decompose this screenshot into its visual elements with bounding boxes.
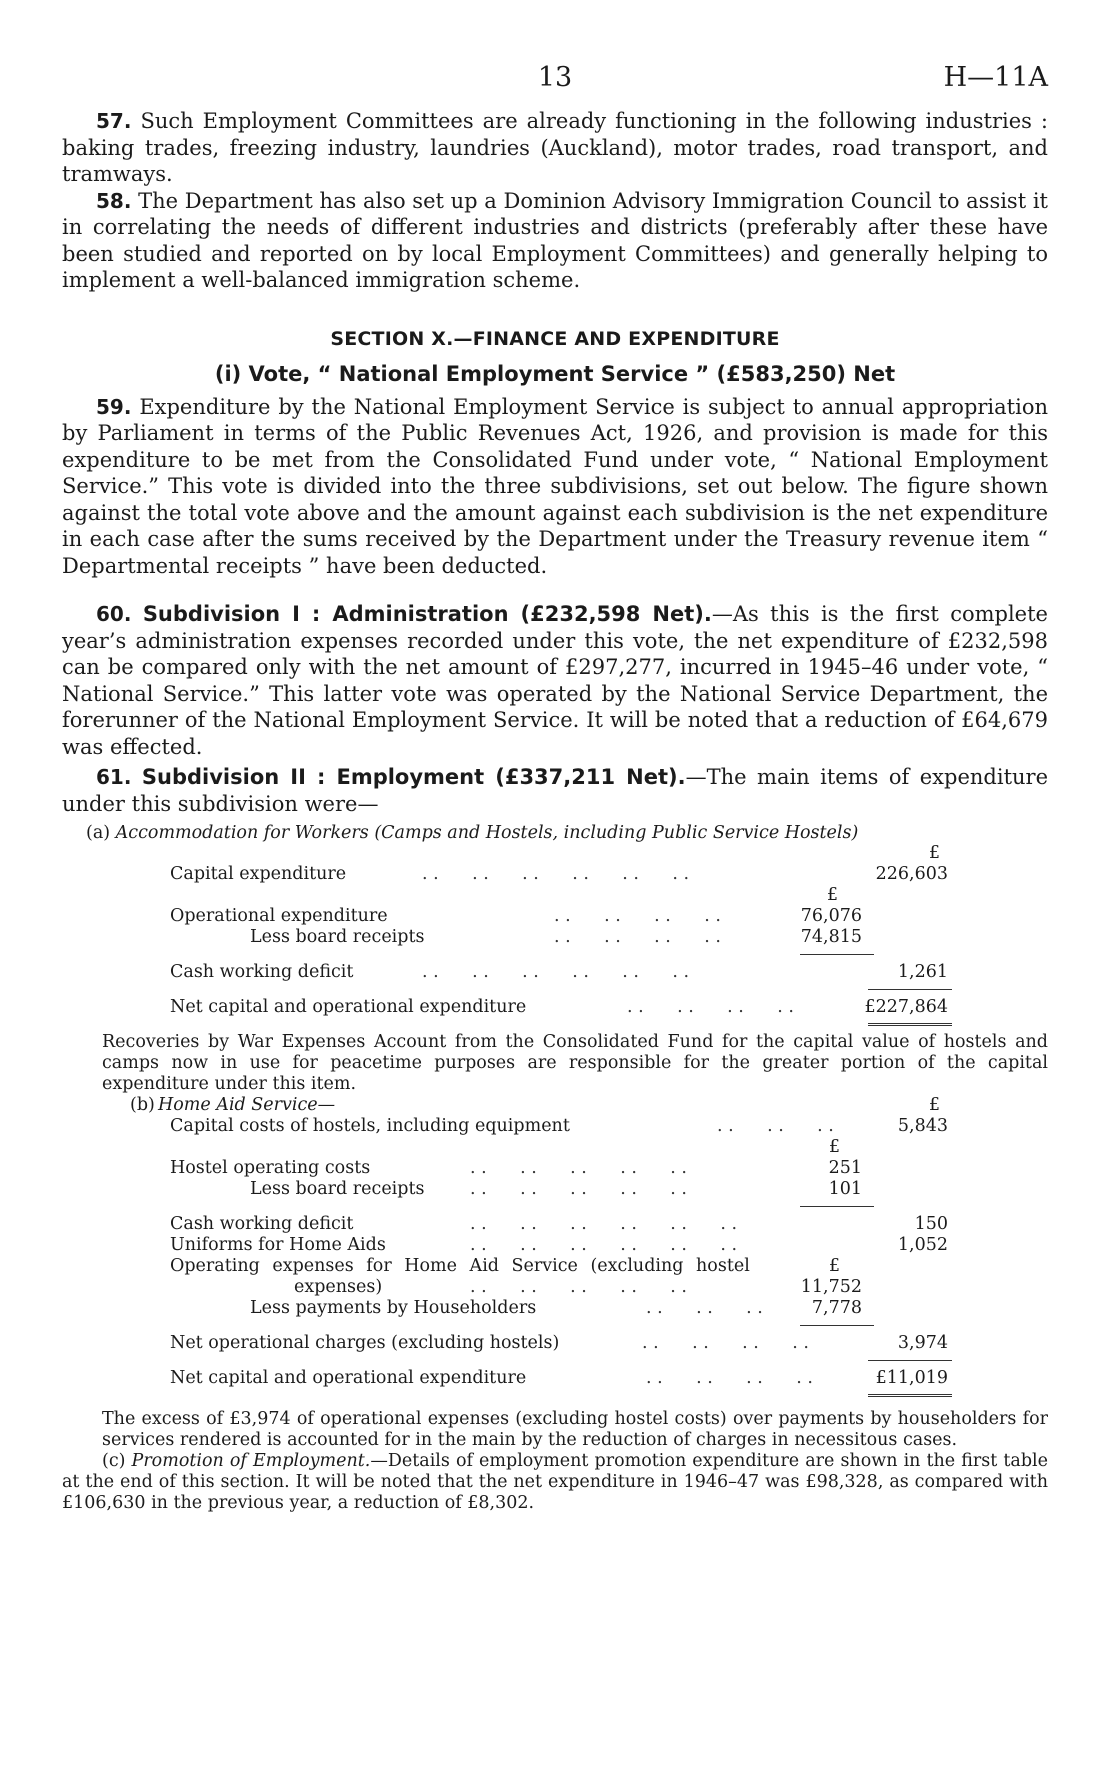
paragraph-text: Such Employment Committees are already functioning in the following industries : baking trades, freezing industry, laundries (Auckland), motor trades, road transport, and tramways.	[62, 109, 1048, 186]
row-label: Hostel operating costs	[170, 1158, 371, 1178]
row-label: Net capital and operational expenditure	[170, 1368, 527, 1388]
amount: 101	[828, 1179, 862, 1199]
amount: 251	[828, 1158, 862, 1178]
row-label: Operating expenses for Home Aid Service (excluding hostel	[170, 1256, 750, 1276]
row-label: Net operational charges (excluding hostels)	[170, 1333, 560, 1353]
total-amount: £227,864	[864, 997, 948, 1017]
row-label: Less payments by Householders	[250, 1298, 537, 1318]
paragraph-57	[62, 108, 1048, 188]
amount: 226,603	[875, 864, 948, 884]
paragraph-text: Expenditure by the National Employment Service is subject to annual appropriation by Parliament in terms of the Public Revenues Act, 1926, and provision is made for this expenditure to be met from the Consolidated Fund under vote, “ National Employment Service.” This vote is divided into the three subdivisions, set out below. The figure shown against the total vote above and the amount against each subdivision is the net expenditure in each case after the sums received by the Department under the Treasury revenue item “ Departmental receipts ” have been deducted.	[62, 394, 1048, 578]
subtotal-rule	[800, 1325, 874, 1326]
row-label: Cash working deficit	[170, 1214, 354, 1234]
row-label: Capital expenditure	[170, 864, 347, 884]
paragraph-text: —The main items of expenditure under this subdivision were—	[62, 765, 1048, 816]
table-row: Hostel operating costs . . . . . . . . . . 251	[170, 1158, 862, 1178]
paragraph-heading: Subdivision II : Employment (£337,211 Net).	[141, 765, 686, 789]
table-row: Capital costs of hostels, including equipment . . . . . . 5,843	[170, 1116, 948, 1136]
total-rule	[868, 1394, 952, 1397]
paragraph-number: 59.	[96, 394, 132, 419]
table-row: Cash working deficit . . . . . . . . . . . . 1,261	[170, 962, 948, 982]
row-label: Net capital and operational expenditure	[170, 997, 527, 1017]
document-reference: H—11A	[943, 62, 1048, 93]
table-row: Net operational charges (excluding hostels) . . . . . . . . 3,974	[170, 1333, 948, 1353]
paragraph-number: 58.	[96, 188, 132, 213]
paragraph-number: 60.	[96, 602, 132, 626]
page-header	[62, 62, 1048, 108]
currency-row	[62, 1137, 1048, 1158]
table-row: Net capital and operational expenditure . . . . . . . . £227,864	[170, 997, 948, 1017]
table-row	[62, 1256, 1048, 1277]
amount: 5,843	[897, 1116, 948, 1136]
table-row: Cash working deficit . . . . . . . . . . . . 150	[170, 1214, 948, 1234]
paragraph-text: —As this is the first complete year’s administration expenses recorded under this vote, the net expenditure of £232,598 can be compared only with the net amount of £297,277, incurred in 1945–46 under vote, “ National Service.” This latter vote was operated by the National Service Department, the forerunner of the National Employment Service. It will be noted that a reduction of £64,679 was effected.	[62, 602, 1048, 759]
item-c	[62, 1451, 1048, 1514]
paragraph-60	[62, 601, 1048, 760]
item-b-table	[62, 1095, 1048, 1403]
section-title: SECTION X.—FINANCE AND EXPENDITURE	[330, 327, 780, 350]
subtotal-rule	[868, 1360, 952, 1361]
item-a-table	[62, 843, 1048, 1032]
table-row: Less payments by Householders . . . . . . 7,778	[250, 1298, 862, 1318]
amount: 1,261	[897, 962, 948, 982]
item-label: (b)	[130, 1095, 155, 1115]
vote-title: (i) Vote, “ National Employment Service ” (£583,250) Net	[214, 361, 896, 386]
amount: 3,974	[897, 1333, 948, 1353]
row-label: Capital costs of hostels, including equipment	[170, 1116, 570, 1136]
amount: 76,076	[800, 906, 862, 926]
item-b-note: The excess of £3,974 of operational expenses (excluding hostel costs) over payments by householders for services rendered is accounted for in the main by the reduction of charges in necessitous cases.	[102, 1409, 1048, 1450]
item-title: Accommodation for Workers (Camps and Hostels, including Public Service Hostels)	[115, 823, 859, 843]
item-text: —Details of employment promotion expenditure are shown in the first table at the end of this section. It will be noted that the net expenditure in 1946–47 was £98,328, as compared with £106,630 in the previous year, a reduction of £8,302.	[62, 1451, 1048, 1513]
row-label: Less board receipts	[250, 1179, 425, 1199]
total-rule	[868, 1023, 952, 1026]
item-a-heading	[86, 823, 1048, 843]
item-label: (a)	[86, 823, 111, 843]
row-label: Operational expenditure	[170, 906, 388, 926]
paragraph-number: 57.	[96, 109, 132, 133]
paragraph-text: The Department has also set up a Dominion Advisory Immigration Council to assist it in correlating the needs of different industries and districts (preferably after these have been studied and reported on by local Employment Committees) and generally helping to implement a well-balanced immigration scheme.	[62, 188, 1048, 292]
paragraph-number: 61.	[96, 765, 132, 789]
currency-row	[62, 885, 1048, 906]
currency-symbol: £	[828, 1256, 840, 1276]
table-row: Capital expenditure . . . . . . . . . . . . 226,603	[170, 864, 948, 884]
item-label: (c)	[102, 1451, 126, 1471]
item-b-heading	[62, 1095, 1048, 1116]
currency-symbol: £	[828, 1137, 840, 1157]
amount: 1,052	[897, 1235, 948, 1255]
currency-row	[62, 843, 1048, 864]
paragraph-59	[62, 394, 1048, 580]
amount: 74,815	[800, 927, 862, 947]
row-label: Cash working deficit	[170, 962, 354, 982]
currency-symbol: £	[826, 885, 838, 905]
item-title: Home Aid Service—	[158, 1095, 336, 1115]
row-label: Less board receipts	[250, 927, 425, 947]
subtotal-rule	[868, 989, 952, 990]
subtotal-rule	[800, 954, 874, 955]
subtotal-rule	[800, 1206, 874, 1207]
row-label: Uniforms for Home Aids	[170, 1235, 386, 1255]
currency-symbol: £	[928, 843, 940, 863]
paragraph-58	[62, 188, 1048, 294]
table-row: Uniforms for Home Aids . . . . . . . . . . . . 1,052	[170, 1235, 948, 1255]
paragraph-61	[62, 764, 1048, 817]
row-label: expenses)	[294, 1277, 383, 1297]
table-row: Operational expenditure . . . . . . . . 76,076	[170, 906, 862, 926]
table-row: Less board receipts . . . . . . . . 74,815	[250, 927, 862, 947]
item-title: Promotion of Employment.	[131, 1451, 371, 1471]
currency-symbol: £	[928, 1095, 940, 1115]
table-row: Net capital and operational expenditure . . . . . . . . £11,019	[170, 1368, 948, 1388]
paragraph-heading: Subdivision I : Administration (£232,598 Net).	[142, 602, 712, 626]
page-number: 13	[537, 62, 573, 93]
total-amount: £11,019	[875, 1368, 948, 1388]
item-a-note: Recoveries by War Expenses Account from the Consolidated Fund for the capital value of hostels and camps now in use for peacetime purposes are responsible for the greater portion of the capital expenditure under this item.	[102, 1032, 1048, 1094]
amount: 150	[914, 1214, 948, 1234]
table-row: expenses) . . . . . . . . . . 11,752	[294, 1277, 862, 1297]
table-row: Less board receipts . . . . . . . . . . 101	[250, 1179, 862, 1199]
amount: 7,778	[811, 1298, 862, 1318]
amount: 11,752	[800, 1277, 862, 1297]
